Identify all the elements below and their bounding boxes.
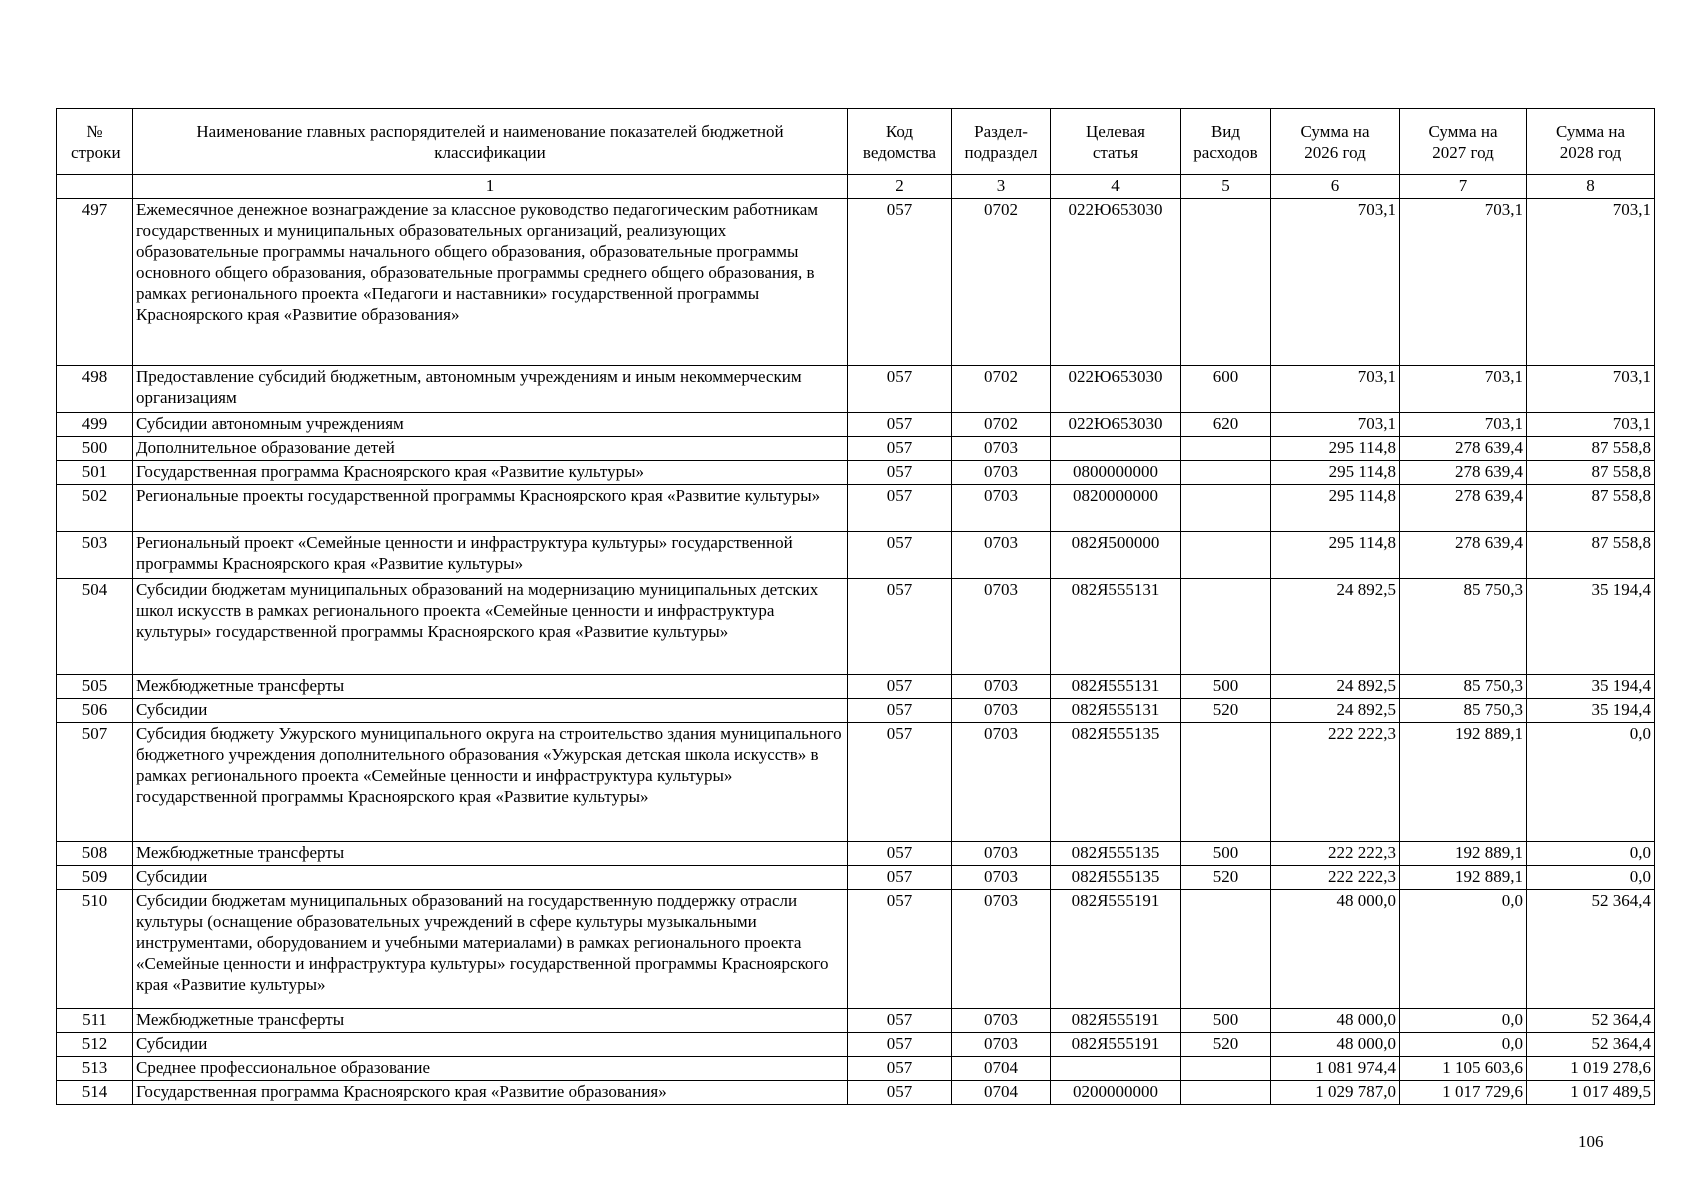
budget-table (56, 108, 1655, 1105)
section-cell: 0703 (952, 485, 1051, 532)
table-row (57, 1057, 1655, 1081)
dept-code-cell: 057 (848, 485, 952, 532)
sum-2026-cell: 48 000,0 (1271, 890, 1400, 1009)
row-number-cell: 501 (57, 461, 133, 485)
sum-2027-cell: 278 639,4 (1400, 485, 1527, 532)
section-cell: 0704 (952, 1057, 1051, 1081)
sum-2026-cell: 295 114,8 (1271, 532, 1400, 579)
row-number-cell: 510 (57, 890, 133, 1009)
page-number: 106 (1578, 1132, 1604, 1151)
header-name: Наименование главных распорядителей и наименование показателей бюджетной классификации (133, 109, 848, 175)
sum-2028-cell: 1 019 278,6 (1527, 1057, 1655, 1081)
dept-code-cell: 057 (848, 532, 952, 579)
target-article-cell (1051, 437, 1181, 461)
table-row (57, 890, 1655, 1009)
sum-2028-cell: 703,1 (1527, 413, 1655, 437)
name-cell: Региональные проекты государственной программы Красноярского края «Развитие культуры» (133, 485, 848, 532)
dept-code-cell: 057 (848, 1033, 952, 1057)
column-number: 7 (1400, 175, 1527, 199)
expense-type-cell (1181, 1057, 1271, 1081)
table-row (57, 675, 1655, 699)
table-row (57, 579, 1655, 675)
sum-2028-cell: 87 558,8 (1527, 532, 1655, 579)
row-number-cell: 508 (57, 842, 133, 866)
expense-type-cell: 520 (1181, 1033, 1271, 1057)
sum-2026-cell: 703,1 (1271, 366, 1400, 413)
sum-2026-cell: 295 114,8 (1271, 437, 1400, 461)
sum-2026-cell: 48 000,0 (1271, 1009, 1400, 1033)
row-number-cell: 499 (57, 413, 133, 437)
name-cell: Государственная программа Красноярского края «Развитие культуры» (133, 461, 848, 485)
target-article-cell: 082Я555131 (1051, 579, 1181, 675)
row-number-cell: 500 (57, 437, 133, 461)
dept-code-cell: 057 (848, 1009, 952, 1033)
section-cell: 0703 (952, 1009, 1051, 1033)
sum-2027-cell: 278 639,4 (1400, 437, 1527, 461)
expense-type-cell: 500 (1181, 675, 1271, 699)
expense-type-cell: 520 (1181, 699, 1271, 723)
sum-2028-cell: 0,0 (1527, 866, 1655, 890)
dept-code-cell: 057 (848, 437, 952, 461)
row-number-cell: 505 (57, 675, 133, 699)
name-cell: Межбюджетные трансферты (133, 1009, 848, 1033)
target-article-cell: 082Я555191 (1051, 890, 1181, 1009)
target-article-cell: 082Я555135 (1051, 842, 1181, 866)
section-cell: 0704 (952, 1081, 1051, 1105)
row-number-cell: 497 (57, 199, 133, 366)
section-cell: 0703 (952, 461, 1051, 485)
sum-2026-cell: 24 892,5 (1271, 675, 1400, 699)
section-cell: 0703 (952, 532, 1051, 579)
target-article-cell: 022Ю653030 (1051, 199, 1181, 366)
header-sum-2027: Сумма на 2027 год (1400, 109, 1527, 175)
row-number-cell: 503 (57, 532, 133, 579)
header-row-number: № строки (57, 109, 133, 175)
row-number-cell: 512 (57, 1033, 133, 1057)
sum-2028-cell: 703,1 (1527, 199, 1655, 366)
name-cell: Субсидии (133, 866, 848, 890)
table-row (57, 199, 1655, 366)
table-row (57, 532, 1655, 579)
column-number: 2 (848, 175, 952, 199)
sum-2026-cell: 295 114,8 (1271, 461, 1400, 485)
column-number: 6 (1271, 175, 1400, 199)
sum-2026-cell: 703,1 (1271, 199, 1400, 366)
section-cell: 0703 (952, 675, 1051, 699)
sum-2027-cell: 85 750,3 (1400, 675, 1527, 699)
sum-2028-cell: 87 558,8 (1527, 485, 1655, 532)
column-number (57, 175, 133, 199)
sum-2027-cell: 703,1 (1400, 199, 1527, 366)
dept-code-cell: 057 (848, 413, 952, 437)
table-row (57, 1009, 1655, 1033)
dept-code-cell: 057 (848, 366, 952, 413)
sum-2027-cell: 0,0 (1400, 1033, 1527, 1057)
table-body (57, 199, 1655, 1105)
section-cell: 0702 (952, 366, 1051, 413)
section-cell: 0703 (952, 699, 1051, 723)
target-article-cell: 082Я500000 (1051, 532, 1181, 579)
sum-2027-cell: 1 017 729,6 (1400, 1081, 1527, 1105)
dept-code-cell: 057 (848, 461, 952, 485)
name-cell: Субсидии автономным учреждениям (133, 413, 848, 437)
column-number: 3 (952, 175, 1051, 199)
sum-2028-cell: 1 017 489,5 (1527, 1081, 1655, 1105)
dept-code-cell: 057 (848, 675, 952, 699)
expense-type-cell (1181, 723, 1271, 842)
column-number: 4 (1051, 175, 1181, 199)
table-row (57, 485, 1655, 532)
name-cell: Субсидии бюджетам муниципальных образований на государственную поддержку отрасли культуры (оснащение образовательных учреждений в сфере культуры музыкальными инструментами, оборудованием и учебными материалами) в рамках регионального проекта «Семейные ценности и инфраструктура культуры» государственной программы Красноярского края «Развитие культуры» (133, 890, 848, 1009)
sum-2027-cell: 192 889,1 (1400, 723, 1527, 842)
target-article-cell: 082Я555191 (1051, 1009, 1181, 1033)
column-number: 1 (133, 175, 848, 199)
dept-code-cell: 057 (848, 199, 952, 366)
table-row (57, 866, 1655, 890)
section-cell: 0703 (952, 437, 1051, 461)
column-number: 5 (1181, 175, 1271, 199)
target-article-cell: 0800000000 (1051, 461, 1181, 485)
name-cell: Государственная программа Красноярского края «Развитие образования» (133, 1081, 848, 1105)
table-row (57, 699, 1655, 723)
sum-2027-cell: 1 105 603,6 (1400, 1057, 1527, 1081)
sum-2026-cell: 24 892,5 (1271, 579, 1400, 675)
sum-2026-cell: 1 081 974,4 (1271, 1057, 1400, 1081)
header-target-article: Целевая статья (1051, 109, 1181, 175)
target-article-cell: 082Я555191 (1051, 1033, 1181, 1057)
table-row (57, 1033, 1655, 1057)
sum-2026-cell: 222 222,3 (1271, 723, 1400, 842)
table-row (57, 1081, 1655, 1105)
section-cell: 0703 (952, 842, 1051, 866)
expense-type-cell (1181, 1081, 1271, 1105)
sum-2028-cell: 52 364,4 (1527, 1009, 1655, 1033)
sum-2027-cell: 703,1 (1400, 366, 1527, 413)
sum-2027-cell: 192 889,1 (1400, 866, 1527, 890)
table-header (57, 109, 1655, 199)
dept-code-cell: 057 (848, 1057, 952, 1081)
expense-type-cell: 500 (1181, 842, 1271, 866)
table-row (57, 723, 1655, 842)
name-cell: Предоставление субсидий бюджетным, автономным учреждениям и иным некоммерческим организациям (133, 366, 848, 413)
sum-2027-cell: 0,0 (1400, 1009, 1527, 1033)
row-number-cell: 498 (57, 366, 133, 413)
expense-type-cell (1181, 437, 1271, 461)
name-cell: Субсидия бюджету Ужурского муниципального округа на строительство здания муниципального бюджетного учреждения дополнительного образования «Ужурская детская школа искусств» в рамках регионального проекта «Семейные ценности и инфраструктура культуры» государственной программы Красноярского края «Развитие культуры» (133, 723, 848, 842)
sum-2028-cell: 0,0 (1527, 723, 1655, 842)
expense-type-cell (1181, 461, 1271, 485)
row-number-cell: 509 (57, 866, 133, 890)
dept-code-cell: 057 (848, 890, 952, 1009)
target-article-cell: 022Ю653030 (1051, 366, 1181, 413)
row-number-cell: 507 (57, 723, 133, 842)
name-cell: Дополнительное образование детей (133, 437, 848, 461)
target-article-cell: 082Я555131 (1051, 675, 1181, 699)
sum-2027-cell: 85 750,3 (1400, 579, 1527, 675)
dept-code-cell: 057 (848, 579, 952, 675)
section-cell: 0703 (952, 723, 1051, 842)
section-cell: 0703 (952, 1033, 1051, 1057)
expense-type-cell: 500 (1181, 1009, 1271, 1033)
expense-type-cell (1181, 199, 1271, 366)
section-cell: 0703 (952, 579, 1051, 675)
sum-2028-cell: 35 194,4 (1527, 675, 1655, 699)
sum-2028-cell: 35 194,4 (1527, 699, 1655, 723)
expense-type-cell (1181, 532, 1271, 579)
section-cell: 0702 (952, 413, 1051, 437)
header-section: Раздел-подраздел (952, 109, 1051, 175)
dept-code-cell: 057 (848, 842, 952, 866)
dept-code-cell: 057 (848, 1081, 952, 1105)
target-article-cell: 082Я555131 (1051, 699, 1181, 723)
expense-type-cell (1181, 579, 1271, 675)
target-article-cell: 082Я555135 (1051, 866, 1181, 890)
dept-code-cell: 057 (848, 723, 952, 842)
sum-2027-cell: 703,1 (1400, 413, 1527, 437)
sum-2028-cell: 52 364,4 (1527, 890, 1655, 1009)
sum-2026-cell: 222 222,3 (1271, 866, 1400, 890)
section-cell: 0702 (952, 199, 1051, 366)
sum-2026-cell: 1 029 787,0 (1271, 1081, 1400, 1105)
header-sum-2026: Сумма на 2026 год (1271, 109, 1400, 175)
sum-2027-cell: 85 750,3 (1400, 699, 1527, 723)
sum-2026-cell: 295 114,8 (1271, 485, 1400, 532)
sum-2026-cell: 222 222,3 (1271, 842, 1400, 866)
sum-2028-cell: 87 558,8 (1527, 461, 1655, 485)
header-sum-2028: Сумма на 2028 год (1527, 109, 1655, 175)
row-number-cell: 511 (57, 1009, 133, 1033)
sum-2027-cell: 0,0 (1400, 890, 1527, 1009)
expense-type-cell (1181, 485, 1271, 532)
column-number: 8 (1527, 175, 1655, 199)
row-number-cell: 513 (57, 1057, 133, 1081)
name-cell: Ежемесячное денежное вознаграждение за классное руководство педагогическим работникам государственных и муниципальных образовательных организаций, реализующих образовательные программы начального общего образования, образовательные программы основного общего образования, образовательные программы среднего общего образования, в рамках регионального проекта «Педагоги и наставники» государственной программы Красноярского края «Развитие образования» (133, 199, 848, 366)
name-cell: Межбюджетные трансферты (133, 842, 848, 866)
target-article-cell: 082Я555135 (1051, 723, 1181, 842)
table-row (57, 413, 1655, 437)
expense-type-cell: 520 (1181, 866, 1271, 890)
dept-code-cell: 057 (848, 866, 952, 890)
sum-2027-cell: 278 639,4 (1400, 532, 1527, 579)
sum-2026-cell: 703,1 (1271, 413, 1400, 437)
table-row (57, 461, 1655, 485)
sum-2028-cell: 52 364,4 (1527, 1033, 1655, 1057)
sum-2028-cell: 35 194,4 (1527, 579, 1655, 675)
row-number-cell: 502 (57, 485, 133, 532)
header-dept-code: Код ведомства (848, 109, 952, 175)
sum-2026-cell: 24 892,5 (1271, 699, 1400, 723)
table-row (57, 437, 1655, 461)
column-number-row (57, 175, 1655, 199)
sum-2028-cell: 87 558,8 (1527, 437, 1655, 461)
target-article-cell: 0200000000 (1051, 1081, 1181, 1105)
header-expense-type: Вид расходов (1181, 109, 1271, 175)
row-number-cell: 504 (57, 579, 133, 675)
name-cell: Субсидии бюджетам муниципальных образований на модернизацию муниципальных детских школ искусств в рамках регионального проекта «Семейные ценности и инфраструктура культуры» государственной программы Красноярского края «Развитие культуры» (133, 579, 848, 675)
name-cell: Региональный проект «Семейные ценности и инфраструктура культуры» государственной программы Красноярского края «Развитие культуры» (133, 532, 848, 579)
section-cell: 0703 (952, 890, 1051, 1009)
expense-type-cell: 600 (1181, 366, 1271, 413)
expense-type-cell (1181, 890, 1271, 1009)
target-article-cell: 022Ю653030 (1051, 413, 1181, 437)
sum-2028-cell: 703,1 (1527, 366, 1655, 413)
table-row (57, 366, 1655, 413)
dept-code-cell: 057 (848, 699, 952, 723)
name-cell: Субсидии (133, 699, 848, 723)
sum-2028-cell: 0,0 (1527, 842, 1655, 866)
target-article-cell (1051, 1057, 1181, 1081)
name-cell: Среднее профессиональное образование (133, 1057, 848, 1081)
row-number-cell: 514 (57, 1081, 133, 1105)
sum-2026-cell: 48 000,0 (1271, 1033, 1400, 1057)
name-cell: Межбюджетные трансферты (133, 675, 848, 699)
sum-2027-cell: 278 639,4 (1400, 461, 1527, 485)
table-row (57, 842, 1655, 866)
sum-2027-cell: 192 889,1 (1400, 842, 1527, 866)
row-number-cell: 506 (57, 699, 133, 723)
section-cell: 0703 (952, 866, 1051, 890)
expense-type-cell: 620 (1181, 413, 1271, 437)
name-cell: Субсидии (133, 1033, 848, 1057)
target-article-cell: 0820000000 (1051, 485, 1181, 532)
